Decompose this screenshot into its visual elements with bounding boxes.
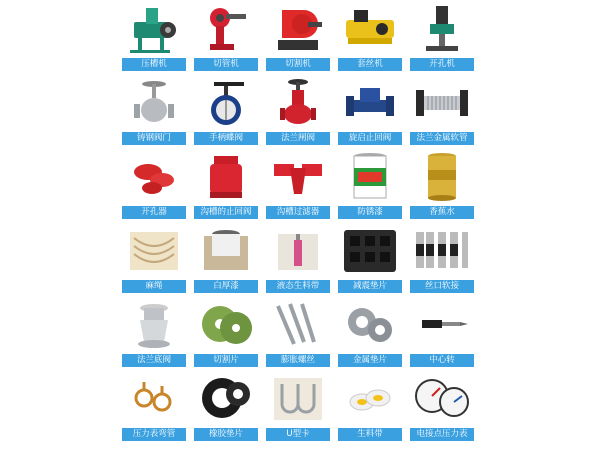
flange-metal-hose-icon (412, 76, 472, 130)
product-tile[interactable] (266, 224, 330, 298)
product-tile[interactable] (122, 2, 186, 76)
product-tile[interactable] (410, 76, 474, 150)
product-label: 切管机 (194, 58, 258, 71)
grooved-check-valve-icon (196, 150, 256, 204)
product-label: 法兰底阀 (122, 354, 186, 367)
product-label: 液态生料带 (266, 280, 330, 293)
product-tile[interactable] (122, 150, 186, 224)
gauge-siphon-icon (124, 372, 184, 426)
product-label: 香蕉水 (410, 206, 474, 219)
product-tile[interactable] (194, 150, 258, 224)
product-label: 麻绳 (122, 280, 186, 293)
product-label: 电接点压力表 (410, 428, 474, 441)
product-tile[interactable] (338, 224, 402, 298)
expansion-bolt-icon (268, 298, 328, 352)
product-label: 旋启止回阀 (338, 132, 402, 145)
product-label: 手柄蝶阀 (194, 132, 258, 145)
product-label: 法兰闸阀 (266, 132, 330, 145)
threading-machine-icon (340, 2, 400, 56)
product-label: 中心转 (410, 354, 474, 367)
white-paint-icon (196, 224, 256, 278)
product-tile[interactable] (338, 2, 402, 76)
antirust-paint-icon (340, 150, 400, 204)
product-tile[interactable] (266, 2, 330, 76)
product-label: U型卡 (266, 428, 330, 441)
pressure-gauge-icon (412, 372, 472, 426)
product-tile[interactable] (194, 298, 258, 372)
threaded-joint-icon (412, 224, 472, 278)
product-label: 膨胀螺丝 (266, 354, 330, 367)
cast-steel-valve-icon (124, 76, 184, 130)
product-tile[interactable] (194, 224, 258, 298)
product-tile[interactable] (266, 76, 330, 150)
product-label: 减震垫片 (338, 280, 402, 293)
center-drill-icon (412, 298, 472, 352)
product-label: 铸钢阀门 (122, 132, 186, 145)
butterfly-valve-icon (196, 76, 256, 130)
swing-check-valve-icon (340, 76, 400, 130)
hole-drilling-machine-icon (412, 2, 472, 56)
product-label: 法兰金属软管 (410, 132, 474, 145)
product-label: 防锈漆 (338, 206, 402, 219)
pipe-cutter-icon (196, 2, 256, 56)
product-tile[interactable] (338, 150, 402, 224)
product-label: 切割机 (266, 58, 330, 71)
product-tile[interactable] (410, 224, 474, 298)
product-tile[interactable] (122, 224, 186, 298)
product-tile[interactable] (194, 2, 258, 76)
product-grid (122, 2, 474, 446)
product-label: 开孔机 (410, 58, 474, 71)
product-tile[interactable] (194, 372, 258, 446)
product-label: 套丝机 (338, 58, 402, 71)
ptfe-tape-icon (340, 372, 400, 426)
hole-saw-icon (124, 150, 184, 204)
thinner-can-icon (412, 150, 472, 204)
product-label: 压槽机 (122, 58, 186, 71)
product-tile[interactable] (266, 298, 330, 372)
cutting-machine-icon (268, 2, 328, 56)
damping-pad-icon (340, 224, 400, 278)
product-tile[interactable] (410, 298, 474, 372)
product-tile[interactable] (410, 372, 474, 446)
product-tile[interactable] (122, 76, 186, 150)
product-label: 开孔器 (122, 206, 186, 219)
product-tile[interactable] (338, 76, 402, 150)
product-label: 沟槽的止回阀 (194, 206, 258, 219)
product-tile[interactable] (410, 2, 474, 76)
metal-gasket-icon (340, 298, 400, 352)
grooved-strainer-icon (268, 150, 328, 204)
product-label: 橡胶垫片 (194, 428, 258, 441)
product-tile[interactable] (338, 298, 402, 372)
cutting-disc-icon (196, 298, 256, 352)
product-label: 丝口软接 (410, 280, 474, 293)
product-tile[interactable] (122, 298, 186, 372)
rubber-gasket-icon (196, 372, 256, 426)
product-label: 沟槽过滤器 (266, 206, 330, 219)
groove-machine-icon (124, 2, 184, 56)
product-tile[interactable] (338, 372, 402, 446)
hemp-rope-icon (124, 224, 184, 278)
product-label: 白厚漆 (194, 280, 258, 293)
product-tile[interactable] (410, 150, 474, 224)
u-bolt-icon (268, 372, 328, 426)
flange-gate-valve-icon (268, 76, 328, 130)
product-tile[interactable] (266, 150, 330, 224)
flange-foot-valve-icon (124, 298, 184, 352)
product-label: 生料带 (338, 428, 402, 441)
product-tile[interactable] (122, 372, 186, 446)
product-label: 压力表弯管 (122, 428, 186, 441)
product-tile[interactable] (266, 372, 330, 446)
liquid-sealant-icon (268, 224, 328, 278)
product-label: 切割片 (194, 354, 258, 367)
product-label: 金属垫片 (338, 354, 402, 367)
product-tile[interactable] (194, 76, 258, 150)
